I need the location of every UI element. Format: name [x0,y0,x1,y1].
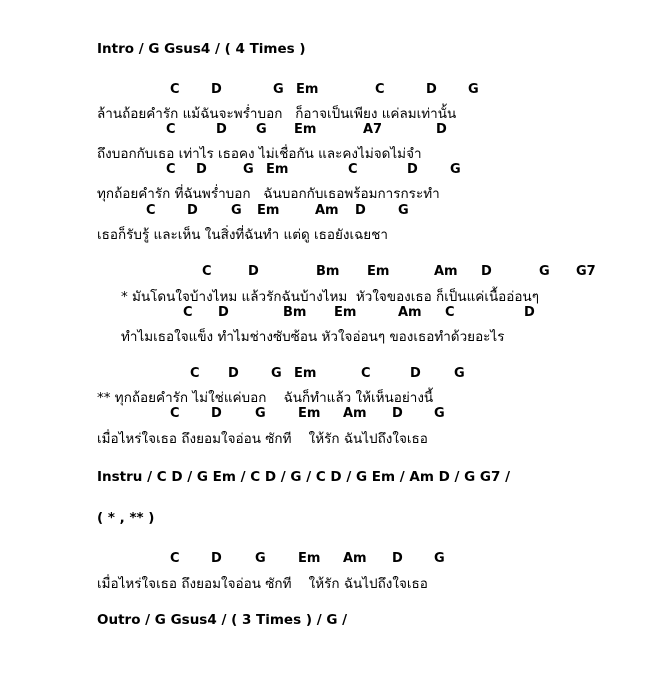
chord: Em [298,406,321,421]
chord: C [361,366,371,381]
chord: Bm [316,264,340,279]
chord: C [348,162,358,177]
chord: A7 [363,122,383,137]
chord: D [211,551,222,566]
chord: C [183,305,193,320]
chord: Em [296,82,319,97]
verse-lyric: เธอก็รับรู้ และเห็น ในสิ่งที่ฉันทำ แต่ดู เธอยังเฉยชา [97,227,388,243]
chord: D [481,264,492,279]
chorus-lyric: ทำไมเธอใจแข็ง ทำไมช่างซับซ้อน หัวใจอ่อนๆ ของเธอทำด้วยอะไร [121,329,505,345]
chord: Em [294,366,317,381]
chord: Am [343,551,367,566]
chord: Em [257,203,280,218]
chord: C [170,551,180,566]
chord: Bm [283,305,307,320]
chord: Em [294,122,317,137]
chord: G [271,366,282,381]
chord: D [211,406,222,421]
outro-line: Outro / G Gsus4 / ( 3 Times ) / G / [97,612,348,628]
chord: C [170,82,180,97]
chord: Am [434,264,458,279]
chord: Em [367,264,390,279]
chord: C [375,82,385,97]
verse-lyric: ทุกถ้อยคำรัก ที่ฉันพร่ำบอก ฉันบอกกับเธอพร้อมการกระทำ [97,186,440,202]
chord: G [255,406,266,421]
chord: G [231,203,242,218]
chord: Em [266,162,289,177]
chord: D [410,366,421,381]
chord: D [355,203,366,218]
chord: D [392,551,403,566]
intro-line: Intro / G Gsus4 / ( 4 Times ) [97,41,306,57]
chorus-lyric: * มันโดนใจบ้างไหม แล้วรักฉันบ้างไหม หัวใจของเธอ ก็เป็นแค่เนื้ออ่อนๆ [121,289,539,305]
chord: C [202,264,212,279]
chord: G [398,203,409,218]
chord: G [468,82,479,97]
chord: Em [298,551,321,566]
final-lyric: เมื่อไหร่ใจเธอ ถึงยอมใจอ่อน ซักที ให้รัก ฉันไปถึงใจเธอ [97,576,428,592]
chord: D [211,82,222,97]
instru-line: Instru / C D / G Em / C D / G / C D / G Em / Am D / G G7 / [97,469,511,485]
chord: D [248,264,259,279]
chord: C [146,203,156,218]
chord: C [166,122,176,137]
chord: G [434,406,445,421]
chord: D [436,122,447,137]
chord: Em [334,305,357,320]
chord: C [190,366,200,381]
chord: G [539,264,550,279]
chord: G [273,82,284,97]
chord: D [228,366,239,381]
chord: D [218,305,229,320]
chord: G [434,551,445,566]
chord: D [426,82,437,97]
chord: G [450,162,461,177]
chord: Am [315,203,339,218]
chord: G [255,551,266,566]
chord: D [196,162,207,177]
chord: G7 [576,264,596,279]
chorus2-lyric: ** ทุกถ้อยคำรัก ไม่ใช่แค่บอก ฉันก็ทำแล้ว ให้เห็นอย่างนี้ [97,390,434,406]
chord: Am [398,305,422,320]
chord: C [166,162,176,177]
chord: D [216,122,227,137]
chord: C [445,305,455,320]
verse-lyric: ถึงบอกกับเธอ เท่าไร เธอคง ไม่เชื่อกัน และคงไม่จดไม่จำ [97,146,422,162]
chord: G [454,366,465,381]
chord: D [407,162,418,177]
chord: G [243,162,254,177]
repeat-marker: ( * , ** ) [97,510,155,526]
chorus2-lyric: เมื่อไหร่ใจเธอ ถึงยอมใจอ่อน ซักที ให้รัก ฉันไปถึงใจเธอ [97,431,428,447]
chord: G [256,122,267,137]
verse-lyric: ล้านถ้อยคำรัก แม้ฉันจะพร่ำบอก ก็อาจเป็นเพียง แค่ลมเท่านั้น [97,106,457,122]
chord: C [170,406,180,421]
chord: D [524,305,535,320]
chord: D [392,406,403,421]
chord: Am [343,406,367,421]
chord: D [187,203,198,218]
